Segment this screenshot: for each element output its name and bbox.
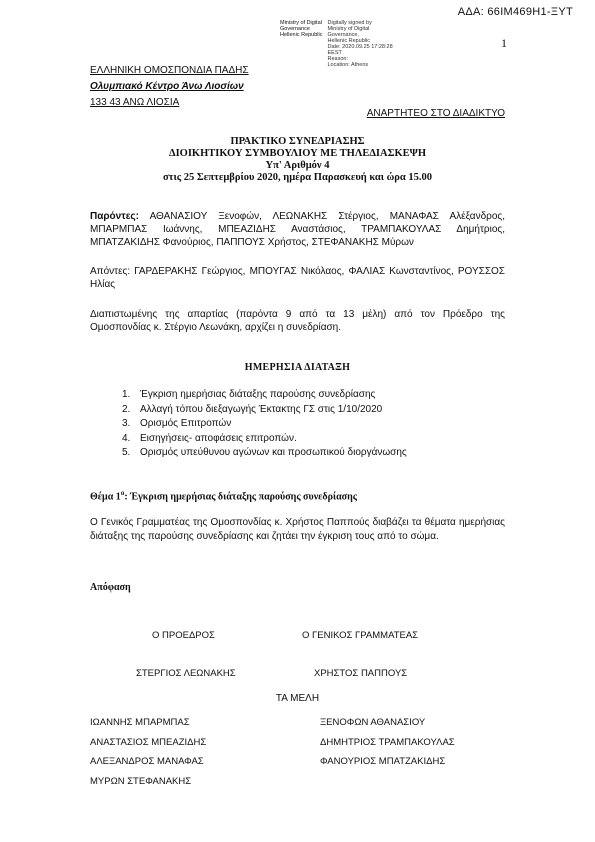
agenda-item (122, 403, 407, 418)
title-line: Υπ' Αριθμόν 4 (265, 160, 330, 171)
agenda-item-number: 2. (122, 403, 131, 415)
stamp-line: EEST (327, 50, 342, 56)
present-text: ΑΘΑΝΑΣΙΟΥ Ξενοφών, ΛΕΩΝΑΚΗΣ Στέργιος, ΜΑΝΑΦΑΣ Αλέξανδρος, ΜΠΑΡΜΠΑΣ Ιωάννης, ΜΠΕΑΖΙΔΗΣ Αναστάσιος, ΤΡΑΜΠΑΚΟΥΛΑΣ Δημήτριος, ΜΠΑΤΖΑΚΙΔΗΣ Φανούριος, ΠΑΠΠΟΥΣ Χρήστος, ΣΤΕΦΑΝΑΚΗΣ Μύρων (90, 211, 505, 248)
secretary-name: ΧΡΗΣΤΟΣ ΠΑΠΠΟΥΣ (314, 668, 408, 679)
member-name: ΑΛΕΞΑΝΔΡΟΣ ΜΑΝΑΦΑΣ (90, 756, 204, 767)
agenda-item-text: Αλλαγή τόπου διεξαγωγής Έκτακτης ΓΣ στις 1/10/2020 (140, 403, 383, 415)
stamp-line: Reason: (327, 56, 348, 62)
stamp-line: Governance, (327, 32, 359, 38)
member-name: ΙΩΑΝΝΗΣ ΜΠΑΡΜΠΑΣ (90, 717, 190, 728)
title-line: ΠΡΑΚΤΙΚΟ ΣΥΝΕΔΡΙΑΣΗΣ (230, 136, 365, 147)
org-address: 133 43 ΑΝΩ ΛΙΟΣΙΑ (90, 97, 180, 108)
secretary-title: Ο ΓΕΝΙΚΟΣ ΓΡΑΜΜΑΤΕΑΣ (302, 630, 419, 641)
member-name: ΜΥΡΩΝ ΣΤΕΦΑΝΑΚΗΣ (90, 776, 192, 787)
members-title: ΤΑ ΜΕΛΗ (275, 693, 320, 704)
absent-paragraph: Απόντες: ΓΑΡΔΕΡΑΚΗΣ Γεώργιος, ΜΠΟΥΓΑΣ Νικόλαος, ΦΑΛΙΑΣ Κωνσταντίνος, ΡΟΥΣΣΟΣ Ηλίας (90, 266, 505, 290)
stamp-line: Hellenic Republic (327, 38, 370, 44)
member-name: ΑΝΑΣΤΑΣΙΟΣ ΜΠΕΑΖΙΔΗΣ (90, 737, 207, 748)
title-line: στις 25 Σεπτεμβρίου 2020, ημέρα Παρασκευή και ώρα 15.00 (162, 172, 433, 183)
agenda-item (122, 388, 407, 403)
organization-block (90, 63, 249, 111)
ada-code: ΑΔΑ: 66ΙΜ469Η1-ΞΥΤ (457, 6, 573, 18)
quorum-paragraph: Διαπιστωμένης της απαρτίας (παρόντα 9 από τα 13 μέλη) από τον Πρόεδρο της Ομοσπονδίας κ. Στέργιο Λεωνάκη, αρχίζει η συνεδρίαση. (90, 309, 505, 333)
member-name: ΦΑΝΟΥΡΙΟΣ ΜΠΑΤΖΑΚΙΔΗΣ (320, 756, 446, 767)
president-title: Ο ΠΡΟΕΔΡΟΣ (152, 630, 215, 641)
agenda-list (122, 388, 407, 461)
agenda-item-number: 3. (122, 418, 131, 429)
posted-online-label: ΑΝΑΡΤΗΤΕΟ ΣΤΟ ΔΙΑΔΙΚΤΥΟ (366, 108, 505, 119)
stamp-line: Ministry of Digital (327, 26, 370, 32)
stamp-line: Governance (280, 26, 310, 32)
agenda-item (122, 417, 407, 432)
digital-signature-stamp (280, 20, 393, 68)
topic-1-heading (90, 489, 357, 502)
agenda-item-number: 1. (122, 389, 131, 400)
title-line: ΔΙΟΙΚΗΤΙΚΟΥ ΣΥΜΒΟΥΛΙΟΥ ΜΕ ΤΗΛΕΔΙΑΣΚΕΨΗ (168, 148, 426, 159)
agenda-item (122, 432, 407, 447)
page-number: 1 (501, 36, 507, 50)
member-name: ΔΗΜΗΤΡΙΟΣ ΤΡΑΜΠΑΚΟΥΛΑΣ (320, 737, 455, 748)
present-label: Παρόντες: (90, 211, 139, 222)
topic-prefix: Θέμα 1 (90, 491, 121, 503)
stamp-line: Date: 2020.09.25 17:28:28 (327, 44, 393, 50)
president-name: ΣΤΕΡΓΙΟΣ ΛΕΩΝΑΚΗΣ (136, 668, 236, 679)
topic-1-text: Ο Γενικός Γραμματέας της Ομοσπονδίας κ. Χρήστος Παππούς διαβάζει τα θέματα ημερήσιας διάταξης της παρούσης συνεδρίασης και ζητάει την έγκριση τους από το σώμα. (90, 517, 505, 542)
document-title (90, 136, 505, 184)
stamp-line: Ministry of Digital (280, 20, 322, 26)
agenda-item (122, 446, 407, 461)
stamp-line: Digitally signed by (327, 20, 372, 26)
topic-title: : Έγκριση ημερήσιας διάταξης παρούσης συνεδρίασης (124, 491, 357, 503)
agenda-item-text: Έγκριση ημερήσιας διάταξης παρούσης συνεδρίασης (140, 389, 376, 400)
stamp-line: Hellenic Republic (280, 32, 323, 38)
stamp-line: Location: Athens (327, 62, 369, 68)
agenda-item-text: Ορισμός υπεύθυνου αγώνων και προσωπικού διοργάνωσης (140, 447, 407, 458)
agenda-item-number: 4. (122, 432, 131, 444)
org-name: ΕΛΛΗΝΙΚΗ ΟΜΟΣΠΟΝΔΙΑ ΠΑΔΗΣ (90, 65, 249, 76)
agenda-title: ΗΜΕΡΗΣΙΑ ΔΙΑΤΑΞΗ (244, 362, 351, 373)
agenda-item-text: Εισηγήσεις- αποφάσεις επιτροπών. (140, 432, 297, 444)
org-venue: Ολυμπιακό Κέντρο Άνω Λιοσίων (90, 81, 244, 92)
agenda-item-number: 5. (122, 447, 131, 458)
topic-ordinal: ο (120, 489, 125, 497)
present-paragraph (90, 210, 505, 249)
agenda-item-text: Ορισμός Επιτροπών (140, 418, 232, 429)
decision-label: Απόφαση (90, 582, 131, 593)
member-name: ΞΕΝΟΦΩΝ ΑΘΑΝΑΣΙΟΥ (320, 717, 426, 728)
